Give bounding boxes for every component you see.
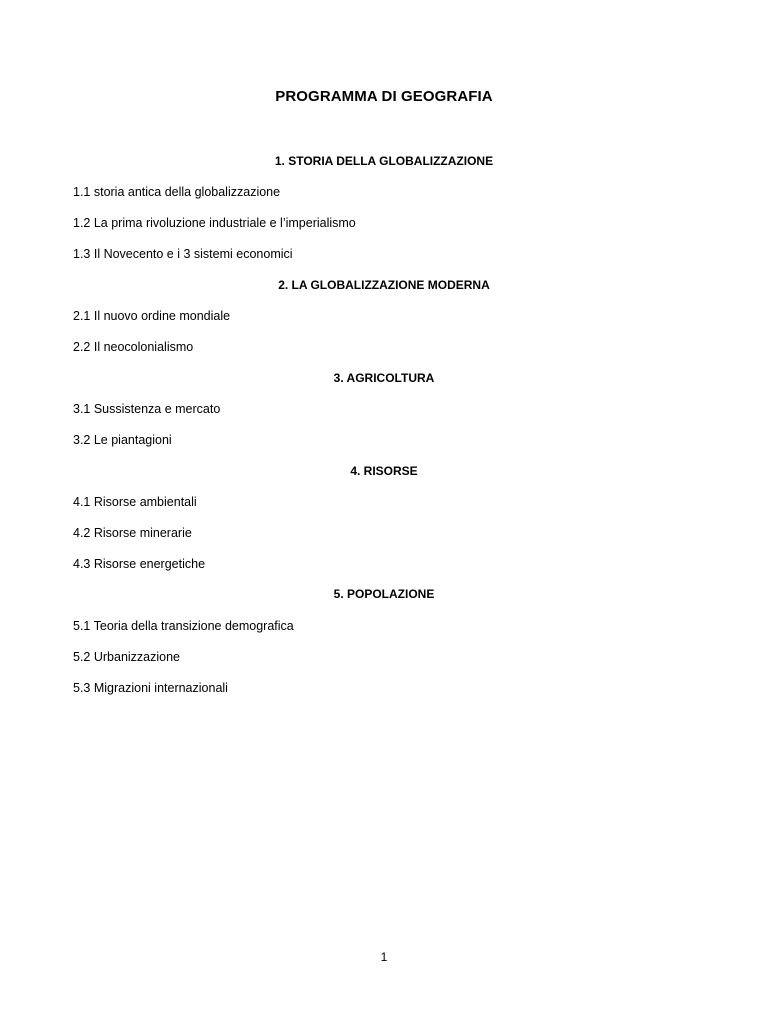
section-item-1-1: 1.1 storia antica della globalizzazione [73, 185, 281, 199]
section-item-5-3: 5.3 Migrazioni internazionali [73, 681, 228, 695]
section-item-4-3: 4.3 Risorse energetiche [73, 557, 206, 571]
section-heading-5: 5. POPOLAZIONE [333, 587, 435, 601]
section-heading-3: 3. AGRICOLTURA [333, 371, 435, 385]
section-heading-2: 2. LA GLOBALIZZAZIONE MODERNA [278, 278, 490, 292]
section-item-5-1: 5.1 Teoria della transizione demografica [73, 619, 294, 633]
page-number: 1 [380, 950, 388, 964]
section-item-1-2: 1.2 La prima rivoluzione industriale e l’imperialismo [73, 216, 356, 230]
section-item-4-1: 4.1 Risorse ambientali [73, 495, 197, 509]
section-heading-1: 1. STORIA DELLA GLOBALIZZAZIONE [274, 154, 494, 168]
section-item-5-2: 5.2 Urbanizzazione [73, 650, 181, 664]
section-item-2-1: 2.1 Il nuovo ordine mondiale [73, 309, 231, 323]
section-item-3-2: 3.2 Le piantagioni [73, 433, 172, 447]
section-item-2-2: 2.2 Il neocolonialismo [73, 340, 194, 354]
document-title: PROGRAMMA DI GEOGRAFIA [275, 88, 493, 105]
section-item-3-1: 3.1 Sussistenza e mercato [73, 402, 221, 416]
section-heading-4: 4. RISORSE [350, 464, 418, 478]
section-item-4-2: 4.2 Risorse minerarie [73, 526, 192, 540]
section-item-1-3: 1.3 Il Novecento e i 3 sistemi economici [73, 247, 293, 261]
